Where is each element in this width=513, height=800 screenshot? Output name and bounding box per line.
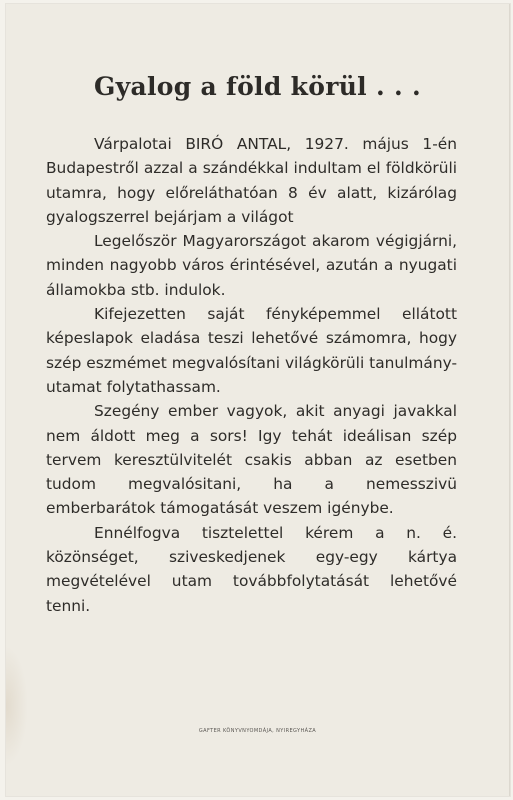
paragraph-route: Legelőször Magyarországot akarom végigjárni, minden nagyobb város érintésével, azután a nyugati államokba stb. indulok. — [46, 232, 457, 299]
postcard — [6, 4, 510, 796]
paragraph-request: Ennélfogva tisztelettel kérem a n. é. közönséget, sziveskedjenek egy-egy kártya megvételével utam továbbfolytatását lehetővé tenni. — [46, 523, 457, 615]
paragraph-appeal: Szegény ember vagyok, akit anyagi javakkal nem áldott meg a sors! Igy tehát ideálisan szép tervem keresztülvitelét csakis abban az esetben tudom megvalósitani, ha a nemesszivü emberbarátok támogatását veszem igénybe. — [46, 402, 457, 518]
printer-imprint: GAFTER KÖNYVNYOMDÁJA, NYIREGYHÁZA — [198, 728, 317, 734]
document-body — [46, 132, 457, 618]
paragraph-intro: Várpalotai BIRÓ ANTAL, 1927. május 1-én Budapestről azzal a szándékkal indultam el földkörüli utamra, hogy előreláthatóan 8 év alatt, kizárólag gyalogszerrel bejárjam a világot — [46, 135, 457, 226]
paragraph-postcards: Kifejezetten saját fényképemmel ellátott képeslapok eladása teszi lehetővé számomra, hogy szép eszmémet megvalósítani világkörüli tanulmány-utamat folytathassam. — [46, 305, 457, 396]
document-title: Gyalog a föld körül . . . — [93, 72, 421, 101]
